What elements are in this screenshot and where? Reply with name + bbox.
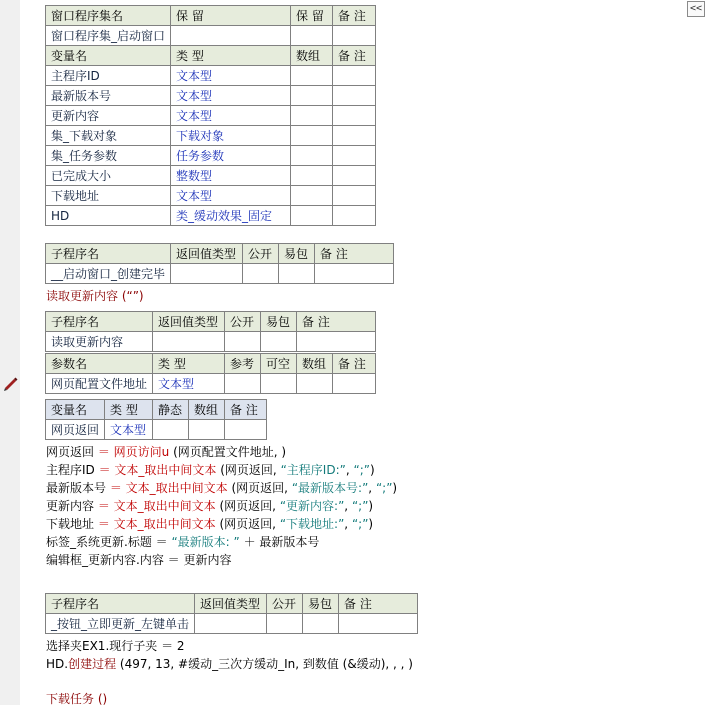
code-function: 文本_取出中间文本 xyxy=(114,463,217,477)
table-row xyxy=(46,166,376,186)
code-rest: ＋ 最新版本号 xyxy=(239,535,320,549)
cell-remark[interactable] xyxy=(297,332,376,352)
cell-public[interactable] xyxy=(225,332,261,352)
subroutine-table xyxy=(45,311,376,352)
cell-nullable[interactable] xyxy=(261,374,297,394)
header-reserved: 保 留 xyxy=(171,6,291,26)
var-type[interactable]: 任务参数 xyxy=(171,146,291,166)
cell-remark[interactable] xyxy=(333,374,376,394)
cell-array[interactable] xyxy=(189,420,225,440)
code-comma: , xyxy=(344,499,352,513)
var-name[interactable]: 已完成大小 xyxy=(46,166,171,186)
code-line[interactable]: 选择夹EX1.现行子夹 ＝ 2 xyxy=(46,639,185,653)
var-array[interactable] xyxy=(291,126,333,146)
var-name[interactable]: 下载地址 xyxy=(46,186,171,206)
code-line[interactable] xyxy=(46,515,373,533)
code-target: 标签_系统更新.标题 xyxy=(46,535,152,549)
var-remark[interactable] xyxy=(333,66,376,86)
table-row xyxy=(46,66,376,86)
var-array[interactable] xyxy=(291,186,333,206)
var-name[interactable]: 集_下载对象 xyxy=(46,126,171,146)
header-public: 公开 xyxy=(225,312,261,332)
var-type[interactable]: 整数型 xyxy=(171,166,291,186)
var-name[interactable]: 最新版本号 xyxy=(46,86,171,106)
code-string: “;” xyxy=(351,517,369,531)
cell-easy-pack[interactable] xyxy=(279,264,315,284)
window-assembly-table xyxy=(45,5,376,226)
cell-easy-pack[interactable] xyxy=(303,614,339,634)
code-function: 文本_取出中间文本 xyxy=(113,499,216,513)
header-type: 类 型 xyxy=(105,400,153,420)
editor-gutter xyxy=(0,0,20,705)
cell-return-type[interactable] xyxy=(171,264,243,284)
code-line[interactable]: 读取更新内容 (“”) xyxy=(46,289,144,303)
code-target: 网页返回 xyxy=(46,445,95,459)
cell-array[interactable] xyxy=(297,374,333,394)
cell-public[interactable] xyxy=(243,264,279,284)
header-var-name: 变量名 xyxy=(46,400,105,420)
code-object: HD. xyxy=(46,657,69,671)
header-reference: 参考 xyxy=(225,354,261,374)
code-string: “下载地址:” xyxy=(279,517,345,531)
subroutine-table xyxy=(45,243,394,284)
var-type[interactable]: 类_缓动效果_固定 xyxy=(171,206,291,226)
code-operator: ＝ xyxy=(94,463,115,477)
header-sub-name: 子程序名 xyxy=(46,312,153,332)
header-remark: 备 注 xyxy=(297,312,376,332)
code-method: 创建过程 xyxy=(68,657,117,671)
cell-remark[interactable] xyxy=(315,264,394,284)
table-row xyxy=(46,86,376,106)
code-string: “;” xyxy=(375,481,393,495)
var-array[interactable] xyxy=(291,146,333,166)
var-array[interactable] xyxy=(291,106,333,126)
header-remark: 备 注 xyxy=(333,46,376,66)
code-line[interactable] xyxy=(46,443,286,461)
code-args: (网页返回, xyxy=(215,499,280,513)
header-easy-pack: 易包 xyxy=(303,594,339,614)
var-type[interactable]: 文本型 xyxy=(171,66,291,86)
table-row xyxy=(46,106,376,126)
code-target: 下载地址 xyxy=(46,517,95,531)
local-var-type[interactable]: 文本型 xyxy=(105,420,153,440)
var-array[interactable] xyxy=(291,206,333,226)
var-name[interactable]: 更新内容 xyxy=(46,106,171,126)
header-type: 类 型 xyxy=(153,354,225,374)
param-name[interactable]: 网页配置文件地址 xyxy=(46,374,153,394)
header-sub-name: 子程序名 xyxy=(46,594,195,614)
code-string: “最新版本: ” xyxy=(171,535,240,549)
code-paren: ) xyxy=(368,499,374,513)
cell-remark[interactable] xyxy=(333,26,376,46)
code-line[interactable] xyxy=(46,655,413,673)
var-remark[interactable] xyxy=(333,166,376,186)
code-paren: ) xyxy=(392,481,398,495)
var-type[interactable]: 文本型 xyxy=(171,186,291,206)
var-type[interactable]: 下载对象 xyxy=(171,126,291,146)
subroutine-name[interactable]: 读取更新内容 xyxy=(46,332,153,352)
code-comma: , xyxy=(345,463,354,477)
code-paren: ) xyxy=(368,517,374,531)
var-array[interactable] xyxy=(291,86,333,106)
var-remark[interactable] xyxy=(333,106,376,126)
var-array[interactable] xyxy=(291,66,333,86)
code-operator: ＝ xyxy=(106,481,126,495)
var-remark[interactable] xyxy=(333,126,376,146)
var-name[interactable]: 集_任务参数 xyxy=(46,146,171,166)
code-function: 文本_取出中间文本 xyxy=(113,517,216,531)
code-comma: , xyxy=(368,481,376,495)
code-rest: 更新内容 xyxy=(183,553,232,567)
cell-public[interactable] xyxy=(267,614,303,634)
code-line[interactable] xyxy=(46,533,319,551)
param-type[interactable]: 文本型 xyxy=(153,374,225,394)
cell-return-type[interactable] xyxy=(153,332,225,352)
code-paren: ) xyxy=(369,463,375,477)
cell-return-type[interactable] xyxy=(195,614,267,634)
code-args: (497, 13, #缓动_三次方缓动_In, 到数值 (&缓动), , , ) xyxy=(116,657,413,671)
code-operator: ＝ xyxy=(163,553,184,567)
subroutine-name[interactable]: _按钮_立即更新_左键单击 xyxy=(46,614,195,634)
code-operator: ＝ xyxy=(94,499,114,513)
code-target: 编辑框_更新内容.内容 xyxy=(46,553,164,567)
breakpoint-pen-icon xyxy=(3,375,19,391)
header-remark: 备 注 xyxy=(333,6,376,26)
header-remark: 备 注 xyxy=(339,594,418,614)
header-easy-pack: 易包 xyxy=(279,244,315,264)
var-remark[interactable] xyxy=(333,146,376,166)
header-return-type: 返回值类型 xyxy=(195,594,267,614)
code-line[interactable]: 下载任务 () xyxy=(46,692,108,706)
header-public: 公开 xyxy=(243,244,279,264)
code-function: 文本_取出中间文本 xyxy=(125,481,228,495)
table-row xyxy=(46,206,376,226)
var-name[interactable]: 主程序ID xyxy=(46,66,171,86)
local-variable-table xyxy=(45,399,267,440)
code-string: “;” xyxy=(351,499,369,513)
code-line[interactable] xyxy=(46,479,397,497)
code-target: 主程序ID xyxy=(46,463,95,477)
var-remark[interactable] xyxy=(333,206,376,226)
header-sub-name: 子程序名 xyxy=(46,244,171,264)
cell-reserved-2[interactable] xyxy=(291,26,333,46)
parameter-table xyxy=(45,353,376,394)
header-param-name: 参数名 xyxy=(46,354,153,374)
code-string: “;” xyxy=(353,463,370,477)
window-assembly-name[interactable]: 窗口程序集_启动窗口 xyxy=(46,26,171,46)
header-type: 类 型 xyxy=(171,46,291,66)
cell-reserved[interactable] xyxy=(171,26,291,46)
code-string: “主程序ID:” xyxy=(280,463,346,477)
code-target: 更新内容 xyxy=(46,499,95,513)
header-array: 数组 xyxy=(291,46,333,66)
header-remark: 备 注 xyxy=(333,354,376,374)
header-return-type: 返回值类型 xyxy=(153,312,225,332)
var-array[interactable] xyxy=(291,166,333,186)
subroutine-table xyxy=(45,593,418,634)
header-nullable: 可空 xyxy=(261,354,297,374)
var-name[interactable]: HD xyxy=(46,206,171,226)
header-array: 数组 xyxy=(189,400,225,420)
header-var-name: 变量名 xyxy=(46,46,171,66)
code-line[interactable] xyxy=(46,461,375,479)
subroutine-name[interactable]: __启动窗口_创建完毕 xyxy=(46,264,171,284)
code-line[interactable] xyxy=(46,551,231,569)
code-args: (网页配置文件地址, ) xyxy=(169,445,287,459)
code-target: 最新版本号 xyxy=(46,481,107,495)
code-string: “更新内容:” xyxy=(279,499,345,513)
code-string: “最新版本号:” xyxy=(291,481,369,495)
code-args: (网页返回, xyxy=(215,517,280,531)
code-line[interactable] xyxy=(46,497,373,515)
header-reserved-2: 保 留 xyxy=(291,6,333,26)
cell-remark[interactable] xyxy=(339,614,418,634)
cell-reference[interactable] xyxy=(225,374,261,394)
header-remark: 备 注 xyxy=(315,244,394,264)
cell-easy-pack[interactable] xyxy=(261,332,297,352)
header-remark: 备 注 xyxy=(225,400,267,420)
table-row xyxy=(46,186,376,206)
header-easy-pack: 易包 xyxy=(261,312,297,332)
header-return-type: 返回值类型 xyxy=(171,244,243,264)
code-operator: ＝ xyxy=(94,517,114,531)
var-type[interactable]: 文本型 xyxy=(171,106,291,126)
code-args: (网页返回, xyxy=(216,463,281,477)
header-window-assembly-name: 窗口程序集名 xyxy=(46,6,171,26)
cell-remark[interactable] xyxy=(225,420,267,440)
code-comma: , xyxy=(344,517,352,531)
cell-static[interactable] xyxy=(153,420,189,440)
var-remark[interactable] xyxy=(333,186,376,206)
var-type[interactable]: 文本型 xyxy=(171,86,291,106)
collapse-panel-button[interactable]: << xyxy=(687,1,705,17)
header-array: 数组 xyxy=(297,354,333,374)
header-public: 公开 xyxy=(267,594,303,614)
code-function: 网页访问u xyxy=(113,445,170,459)
code-operator: ＝ xyxy=(94,445,114,459)
code-operator: ＝ xyxy=(151,535,172,549)
var-remark[interactable] xyxy=(333,86,376,106)
header-static: 静态 xyxy=(153,400,189,420)
table-row xyxy=(46,126,376,146)
code-args: (网页返回, xyxy=(227,481,292,495)
local-var-name[interactable]: 网页返回 xyxy=(46,420,105,440)
table-row xyxy=(46,146,376,166)
